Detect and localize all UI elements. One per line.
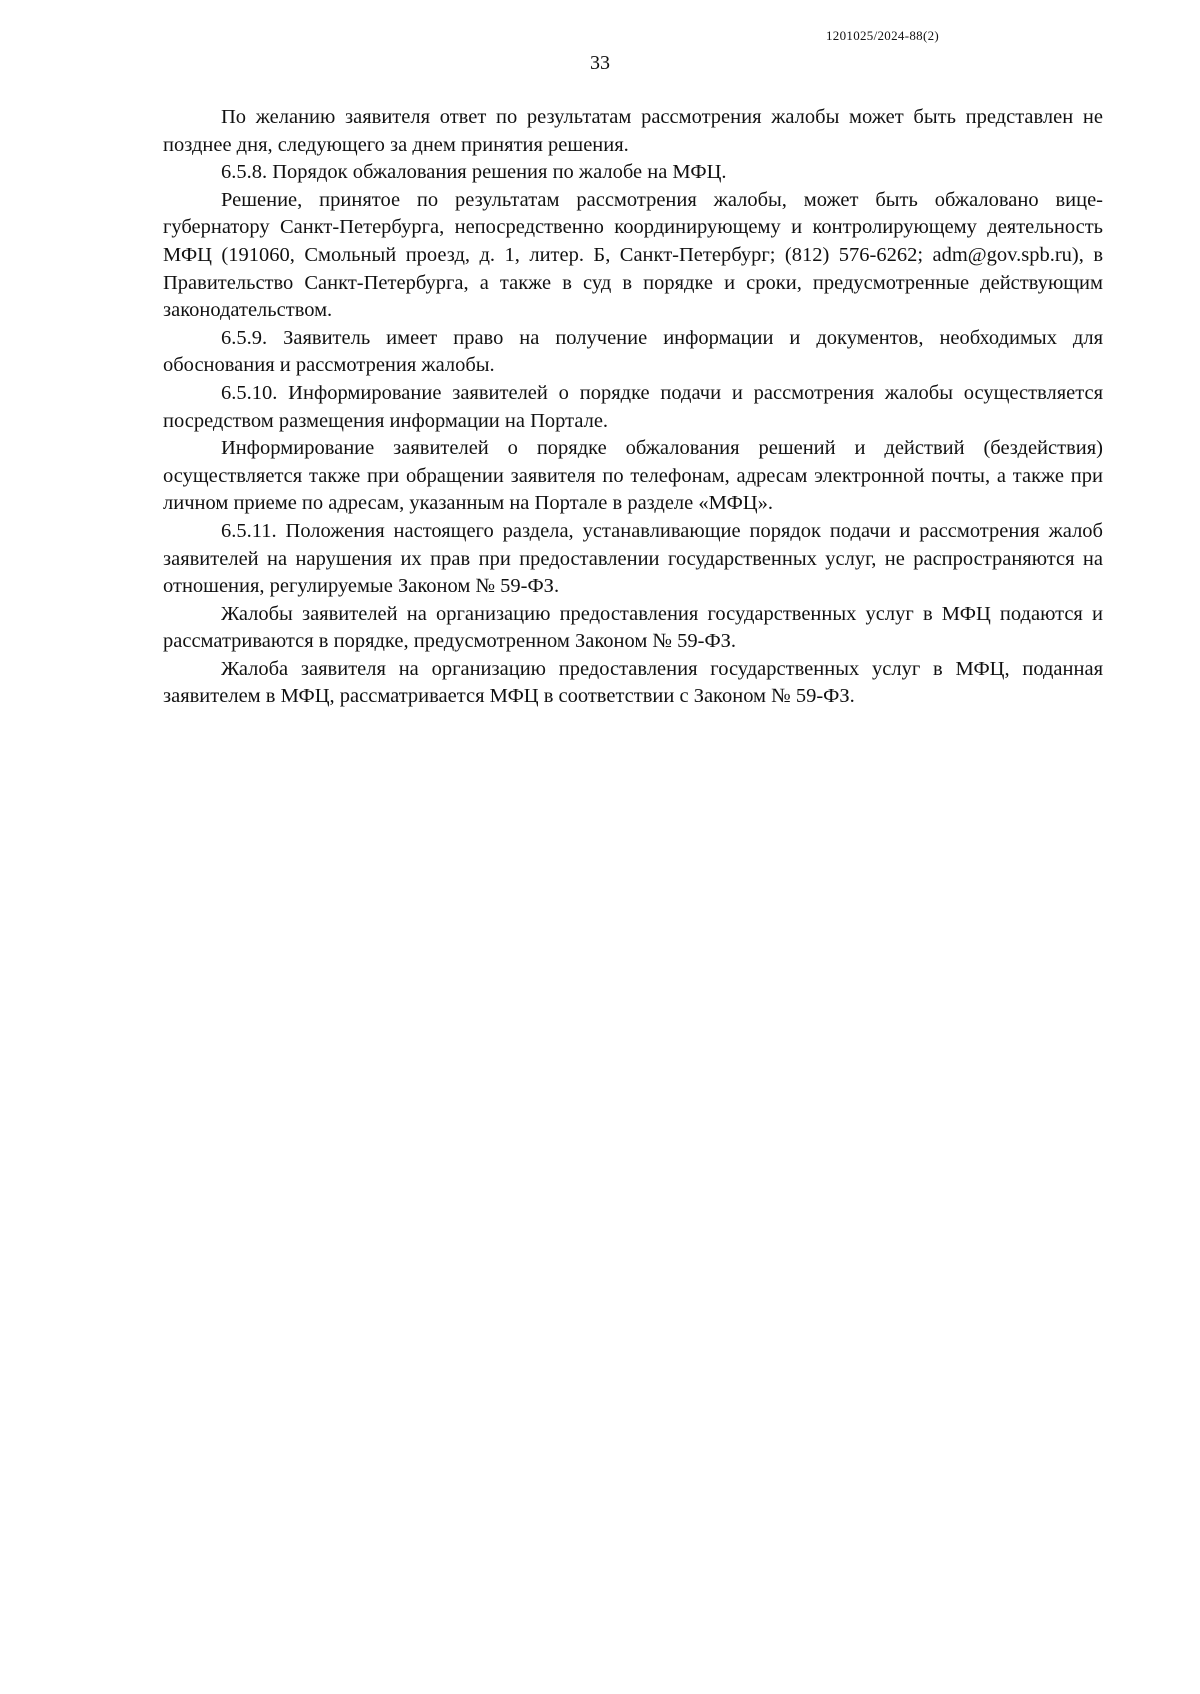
paragraph-informing-applicants: Информирование заявителей о порядке обжалования решений и действий (бездействия) осуществляется также при обращении заявителя по телефонам, адресам электронной почты, а также при личном приеме по адресам, указанным на Портале в разделе «МФЦ». xyxy=(163,437,1103,515)
document-registration-number: 1201025/2024-88(2) xyxy=(826,28,939,43)
paragraph-6-5-10: 6.5.10. Информирование заявителей о порядке подачи и рассмотрения жалобы осуществляется посредством размещения информации на Портале. xyxy=(163,381,1103,432)
paragraph-6-5-9: 6.5.9. Заявитель имеет право на получение информации и документов, необходимых для обоснования и рассмотрения жалобы. xyxy=(163,326,1103,377)
paragraph-6-5-11: 6.5.11. Положения настоящего раздела, устанавливающие порядок подачи и рассмотрения жалоб заявителей на нарушения их прав при предоставлении государственных услуг, не распространяются на отношения, регулируемые Законом № 59-ФЗ. xyxy=(163,519,1103,598)
paragraph-response-timing: По желанию заявителя ответ по результатам рассмотрения жалобы может быть представлен не позднее дня, следующего за днем принятия решения. xyxy=(163,106,1103,156)
paragraph-complaint-review: Жалоба заявителя на организацию предоставления государственных услуг в МФЦ, поданная заявителем в МФЦ, рассматривается МФЦ в соответствии с Законом № 59-ФЗ. xyxy=(163,657,1103,708)
paragraph-complaints-procedure: Жалобы заявителей на организацию предоставления государственных услуг в МФЦ подаются и рассматриваются в порядке, предусмотренном Законом № 59-ФЗ. xyxy=(163,602,1103,653)
paragraph-appeal-procedure: Решение, принятое по результатам рассмотрения жалобы, может быть обжаловано вице-губернатору Санкт-Петербурга, непосредственно координирующему и контролирующему деятельность МФЦ (191060, Смольный проезд, д. 1, литер. Б, Санкт-Петербург; (812) 576-6262; adm@gov.spb.ru), в Правительство Санкт-Петербурга, а также в суд в порядке и сроки, предусмотренные действующим законодательством. xyxy=(163,188,1103,322)
page-number: 33 xyxy=(590,52,610,74)
document-body xyxy=(163,104,1103,711)
paragraph-6-5-8-heading: 6.5.8. Порядок обжалования решения по жалобе на МФЦ. xyxy=(221,161,727,184)
